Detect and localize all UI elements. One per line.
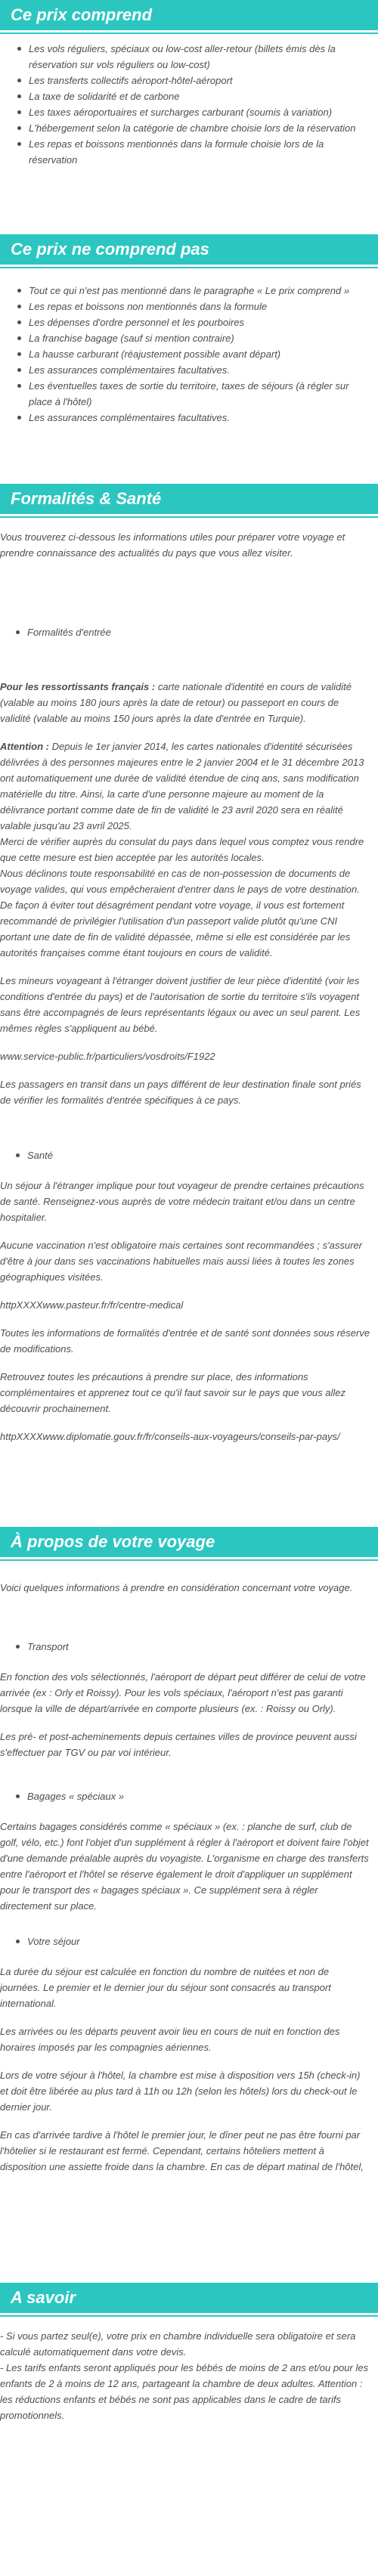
list-item: La franchise bagage (sauf si mention contraire) [29, 330, 363, 346]
notice-text: Toutes les informations de formalités d'entrée et de santé sont données sous réserve de modifications. [0, 1327, 370, 1355]
stay-subheading: Votre séjour [27, 1934, 80, 1949]
list-item: Les éventuelles taxes de sortie du territoire, taxes de séjours (à régler sur place à l'hôtel) [29, 378, 363, 410]
included-list [0, 41, 363, 168]
entry-subheading: Formalités d'entrée [27, 624, 111, 640]
luggage-subheading: Bagages « spéciaux » [27, 1788, 124, 1804]
section-title: Ce prix comprend [11, 5, 153, 24]
section-divider [0, 1559, 378, 1561]
health-link[interactable]: httpXXXXwww.pasteur.fr/fr/centre-medical [0, 1299, 184, 1311]
trip-intro [0, 1580, 370, 1608]
list-item: Les repas et boissons mentionnés dans la formule choisie lors de la réservation [29, 136, 363, 168]
list-item: La hausse carburant (réajustement possible avant départ) [29, 346, 363, 362]
transit-text: Les passagers en transit dans un pays différent de leur destination finale sont priés de vérifier les formalités d'entrée spécifiques à ce pays. [0, 1079, 361, 1106]
health-details [0, 1178, 370, 1457]
french-nationals-paragraph [0, 679, 370, 726]
section-divider [0, 2315, 378, 2317]
luggage-details [0, 1819, 370, 1926]
formalities-intro [0, 529, 370, 573]
intro-text: Vous trouverez ci-dessous les informations utiles pour préparer votre voyage et prendre connaissance des actualités du pays que vous allez visiter. [0, 531, 345, 559]
list-item: L'hébergement selon la catégorie de chambre choisie lors de la réservation [29, 120, 363, 136]
list-item: Les dépenses d'ordre personnel et les pourboires [29, 314, 363, 330]
section-header-trip [0, 1527, 378, 1557]
list-item: Les assurances complémentaires facultatives. [29, 410, 363, 426]
section-header-excluded [0, 234, 378, 265]
section-divider [0, 33, 378, 34]
stay-details [0, 1964, 370, 2187]
list-item: La taxe de solidarité et de carbone [29, 88, 363, 104]
transport-details [0, 1669, 370, 1773]
french-nationals-text: carte nationale d'identité en cours de validité (valable au moins 180 jours après la date de retour) ou passeport en cours de validité (valable au moins 150 jours après la date d'entrée en Turquie). [0, 681, 352, 724]
list-item: Les assurances complémentaires facultatives. [29, 362, 363, 378]
arrivals-text: Les arrivées ou les départs peuvent avoir lieu en cours de nuit en fonction des horaires imposés par les compagnies aériennes. [0, 2026, 340, 2053]
list-item: Les repas et boissons non mentionnés dans la formule [29, 299, 363, 314]
luggage-text: Certains bagages considérés comme « spéciaux » (ex. : planche de surf, club de golf, vélo, etc.) font l'objet d'un supplément à régler à l'aéroport et doivent faire l'objet d'une demande préalable auprès du voyagiste. L'organisme en charge des transferts entre l'aéroport et l'hôtel se réserve également le droit d'appliquer un supplément pour le transport des « bagages spéciaux ». Ce supplément sera à régler directement sur place. [0, 1821, 369, 1912]
vaccine-text: Aucune vaccination n'est obligatoire mais certaines sont recommandées ; s'assurer d'être à jour dans ses vaccinations habituelles mais aussi liées à toutes les zones géographiques visitées. [0, 1240, 362, 1283]
health-subheading: Santé [27, 1147, 53, 1163]
intro-text: Voici quelques informations à prendre en considération concernant votre voyage. [0, 1582, 353, 1593]
section-header-included [0, 0, 378, 30]
attention-text: Depuis le 1er janvier 2014, les cartes nationales d'identité sécurisées délivrées à des personnes majeures entre le 2 janvier 2004 et le 31 décembre 2013 ont automatiquement une durée de validité étendue de cinq ans, sans modification matérielle du titre. Ainsi, la carte d'une personne majeure au moment de la délivrance portant comme date de fin de validité le 23 avril 2020 sera en réalité valable jusqu'au 23 avril 2025. [0, 741, 364, 831]
transport-text: En fonction des vols sélectionnés, l'aéroport de départ peut différer de celui de votre arrivée (ex : Orly et Roissy). Pour les vols spéciaux, l'aéroport n'est pas garanti lorsque la ville de départ/arrivée en comporte plusieurs (ex. : Roissy ou Orly). [0, 1671, 366, 1714]
entry-details [0, 679, 370, 1120]
minors-link[interactable]: www.service-public.fr/particuliers/vosdroits/F1922 [0, 1051, 215, 1062]
section-title: A savoir [11, 2288, 76, 2307]
transport-subheading: Transport [27, 1639, 69, 1655]
excluded-list [0, 283, 363, 426]
section-header-know [0, 2283, 378, 2313]
french-nationals-label: Pour les ressortissants français : [0, 681, 156, 692]
preroute-text: Les pré- et post-acheminements depuis certaines villes de province peuvent aussi s'effectuer par TGV ou par voi intérieur. [0, 1731, 357, 1758]
section-header-formalities [0, 484, 378, 514]
responsibility-text: Nous déclinons toute responsabilité en cas de non-possession de documents de voyage valides, qui vous empêcheraient d'entrer dans le pays de votre destination. De façon à éviter tout désagrément pendant votre voyage, il vous est fortement recommandé de privilégier l'utilisation d'un passeport valide plutôt qu'une CNI portant une date de fin de validité dépassée, même si elle est considérée par les autorités françaises comme étant toujours en cours de validité. [0, 868, 360, 958]
list-item: Les vols réguliers, spéciaux ou low-cost aller-retour (billets émis dès la réservation sur vols réguliers ou low-cost) [29, 41, 363, 73]
list-item: Tout ce qui n'est pas mentionné dans le paragraphe « Le prix comprend » [29, 283, 363, 299]
know-text: - Si vous partez seul(e), votre prix en chambre individuelle sera obligatoire et sera calculé automatiquement dans votre devis. - Les tarifs enfants seront appliqués pour les bébés de moins de 2 ans et/ou pour les enfants de 2 à moins de 12 ans, partageant la chambre de deux adultes. Attention : les réductions enfants et bébés ne sont pas applicables dans le cadre de tarifs promotionnels. [0, 2330, 369, 2421]
list-item: Les transferts collectifs aéroport-hôtel-aéroport [29, 73, 363, 88]
know-details [0, 2328, 370, 2435]
section-title: Ce prix ne comprend pas [11, 240, 209, 259]
section-title: À propos de votre voyage [11, 1532, 215, 1551]
advice-link[interactable]: httpXXXXwww.diplomatie.gouv.fr/fr/conseils-aux-voyageurs/conseils-par-pays/ [0, 1431, 340, 1442]
minors-text: Les mineurs voyageant à l'étranger doivent justifier de leur pièce d'identité (voir les conditions d'entrée du pays) et de l'autorisation de sortie du territoire s'ils voyagent sans être accompagnés de leurs représentants légaux ou avec un seul parent. Les mêmes règles s'appliquent au bébé. [0, 975, 361, 1034]
section-divider [0, 267, 378, 268]
attention-paragraph [0, 738, 370, 834]
stay-text: La durée du séjour est calculée en fonction du nombre de nuitées et non de journées. Le premier et le dernier jour du séjour sont consacrés au transport international. [0, 1966, 331, 2009]
attention-label: Attention : [0, 741, 49, 752]
hotel-text: Lors de votre séjour à l'hôtel, la chambre est mise à disposition vers 15h (check-in) et doit être libérée au plus tard à 11h ou 12h (selon les hôtels) lors du check-out le dernier jour. [0, 2070, 361, 2113]
list-item: Les taxes aéroportuaires et surcharges carburant (soumis à variation) [29, 104, 363, 120]
advice-text: Retrouvez toutes les précautions à prendre sur place, des informations complémentaires et apprenez tout ce qu'il faut savoir sur le pays que vous allez découvrir prochainement. [0, 1371, 346, 1414]
section-divider [0, 516, 378, 518]
health-text: Un séjour à l'étranger implique pour tout voyageur de prendre certaines précautions de santé. Renseignez-vous auprès de votre médecin traitant et/ou dans un centre hospitalier. [0, 1180, 364, 1223]
late-arrival-text: En cas d'arrivée tardive à l'hôtel le premier jour, le dîner peut ne pas être fourni par l'hôtelier si le restaurant est fermé. Cependant, certains hôteliers mettent à disposition une assiette froide dans la chambre. En cas de départ matinal de l'hôtel, [0, 2129, 364, 2172]
consulate-text: Merci de vérifier auprès du consulat du pays dans lequel vous comptez vous rendre que cette mesure est bien acceptée par les autorités locales. [0, 836, 364, 863]
section-title: Formalités & Santé [11, 489, 162, 508]
